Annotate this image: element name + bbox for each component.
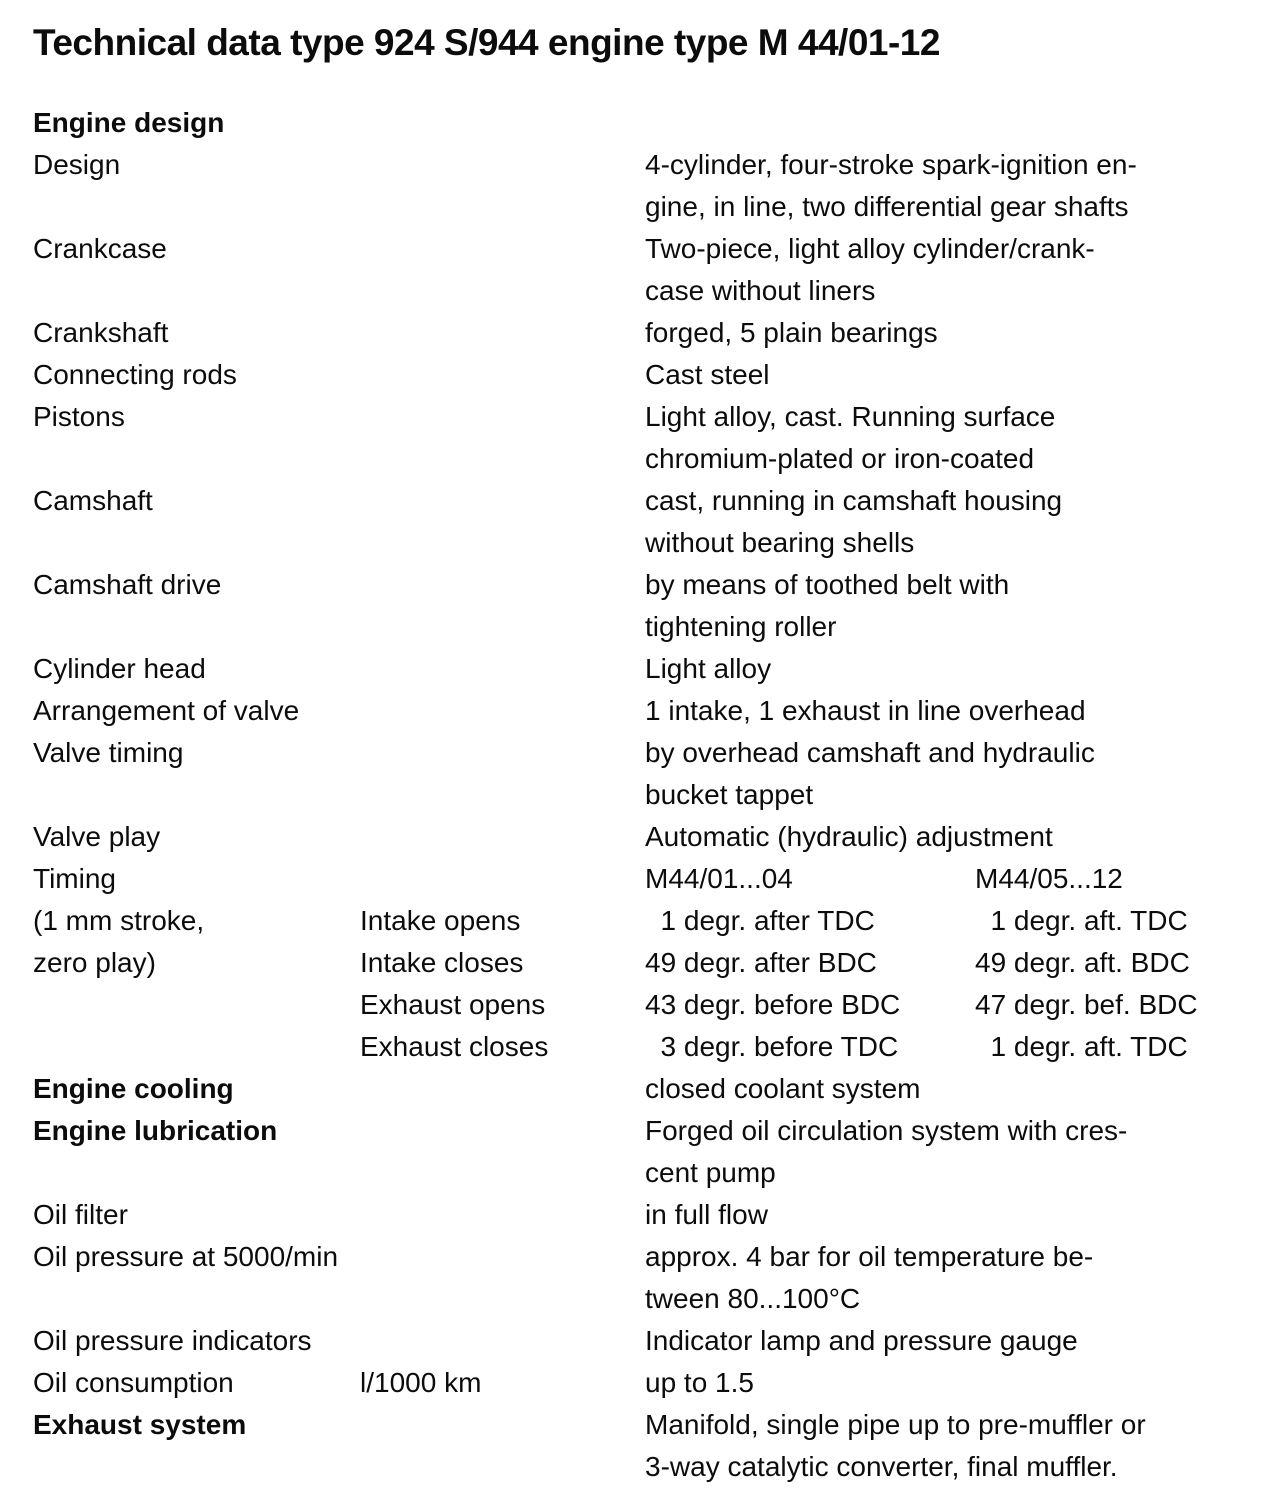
spec-label	[33, 186, 360, 228]
spec-value: 1 degr. after TDC	[645, 905, 875, 936]
spec-sublabel	[360, 144, 645, 186]
spec-label: Valve timing	[33, 737, 184, 768]
spec-value: cent pump	[645, 1157, 776, 1188]
spec-label: Valve play	[33, 821, 161, 852]
spec-value: in full flow	[645, 1199, 768, 1230]
spec-row	[33, 648, 1244, 690]
spec-row	[33, 186, 1244, 228]
spec-row	[33, 102, 1244, 144]
spec-label: Oil pressure at 5000/min	[33, 1241, 339, 1272]
spec-row	[33, 1110, 1244, 1152]
spec-label: Oil pressure indicators	[33, 1325, 312, 1356]
spec-sublabel	[360, 816, 645, 858]
spec-row	[33, 900, 1244, 942]
spec-label: Timing	[33, 863, 116, 894]
spec-row	[33, 1152, 1244, 1194]
spec-value: Light alloy, cast. Running surface	[645, 401, 1056, 432]
spec-row	[33, 270, 1244, 312]
spec-value: chromium-plated or iron-coated	[645, 443, 1035, 474]
spec-label: (1 mm stroke,	[33, 905, 205, 936]
spec-row	[33, 984, 1244, 1026]
spec-value: 4-cylinder, four-stroke spark-ignition en-	[645, 149, 1137, 180]
spec-label: Connecting rods	[33, 359, 237, 390]
spec-label: Oil consumption	[33, 1367, 234, 1398]
spec-value: 49 degr. after BDC	[645, 947, 877, 978]
spec-row	[33, 858, 1244, 900]
spec-row	[33, 354, 1244, 396]
spec-value: M44/01...04	[645, 863, 793, 894]
spec-sublabel	[360, 564, 645, 606]
spec-label: Engine lubrication	[33, 1115, 278, 1146]
spec-label: Camshaft	[33, 485, 153, 516]
spec-value: Automatic (hydraulic) adjustment	[645, 821, 1053, 852]
spec-label: Oil filter	[33, 1199, 128, 1230]
spec-value: cast, running in camshaft housing	[645, 485, 1063, 516]
spec-value: 3 degr. before TDC	[645, 1031, 899, 1062]
spec-value: 3-way catalytic converter, final muffler.	[645, 1451, 1118, 1482]
spec-sublabel	[360, 606, 645, 648]
spec-row	[33, 144, 1244, 186]
spec-value: Manifold, single pipe up to pre-muffler or	[645, 1409, 1146, 1440]
spec-value: closed coolant system	[645, 1073, 921, 1104]
spec-sublabel	[360, 1446, 645, 1488]
spec-label	[33, 522, 360, 564]
spec-table	[33, 102, 1244, 1488]
spec-row	[33, 312, 1244, 354]
spec-row	[33, 480, 1244, 522]
spec-row	[33, 564, 1244, 606]
spec-label: zero play)	[33, 947, 156, 978]
spec-row	[33, 1320, 1244, 1362]
spec-value: tween 80...100°C	[645, 1283, 861, 1314]
spec-label: Engine design	[33, 107, 225, 138]
spec-value: tightening roller	[645, 611, 837, 642]
spec-label	[33, 1278, 360, 1320]
spec-sublabel	[360, 1110, 645, 1152]
page-title: Technical data type 924 S/944 engine type M 44/01-12	[33, 22, 940, 63]
spec-sublabel	[360, 480, 645, 522]
spec-sublabel	[360, 1278, 645, 1320]
spec-row	[33, 1068, 1244, 1110]
spec-sublabel: l/1000 km	[360, 1367, 482, 1398]
spec-value: forged, 5 plain bearings	[645, 317, 938, 348]
spec-sublabel	[360, 228, 645, 270]
spec-sublabel	[360, 1068, 645, 1110]
spec-label	[33, 270, 360, 312]
spec-value: 1 intake, 1 exhaust in line overhead	[645, 695, 1086, 726]
spec-value-secondary: 1 degr. aft. TDC	[975, 905, 1188, 936]
spec-sublabel	[360, 522, 645, 564]
spec-label: Arrangement of valve	[33, 695, 300, 726]
spec-row	[33, 1236, 1244, 1278]
spec-value: gine, in line, two differential gear shafts	[645, 191, 1129, 222]
spec-value-secondary: 1 degr. aft. TDC	[975, 1031, 1188, 1062]
spec-sublabel	[360, 438, 645, 480]
spec-sublabel: Intake opens	[360, 905, 521, 936]
spec-sublabel	[360, 396, 645, 438]
spec-label	[33, 984, 360, 1026]
spec-label	[33, 1446, 360, 1488]
spec-sublabel	[360, 774, 645, 816]
spec-label	[33, 1152, 360, 1194]
spec-label: Exhaust system	[33, 1409, 247, 1440]
spec-sublabel	[360, 102, 645, 144]
spec-sublabel	[360, 1194, 645, 1236]
spec-row	[33, 1026, 1244, 1068]
spec-label	[33, 438, 360, 480]
spec-row	[33, 942, 1244, 984]
spec-row	[33, 606, 1244, 648]
spec-value: case without liners	[645, 275, 876, 306]
spec-sublabel: Intake closes	[360, 947, 524, 978]
spec-row	[33, 396, 1244, 438]
spec-value-secondary: M44/05...12	[975, 863, 1123, 894]
spec-sublabel	[360, 690, 645, 732]
spec-sublabel	[360, 186, 645, 228]
spec-sublabel: Exhaust closes	[360, 1031, 549, 1062]
spec-row	[33, 1446, 1244, 1488]
spec-row	[33, 1194, 1244, 1236]
spec-row	[33, 1362, 1244, 1404]
spec-label	[33, 606, 360, 648]
spec-label: Crankcase	[33, 233, 167, 264]
spec-row	[33, 774, 1244, 816]
spec-row	[33, 1404, 1244, 1446]
spec-value	[645, 102, 1244, 144]
spec-value: without bearing shells	[645, 527, 915, 558]
spec-value: by means of toothed belt with	[645, 569, 1010, 600]
spec-sublabel	[360, 732, 645, 774]
spec-label: Camshaft drive	[33, 569, 222, 600]
spec-sublabel	[360, 1404, 645, 1446]
spec-sublabel	[360, 858, 645, 900]
spec-value-secondary: 49 degr. aft. BDC	[975, 947, 1190, 978]
spec-row	[33, 228, 1244, 270]
spec-value: Cast steel	[645, 359, 770, 390]
spec-value: approx. 4 bar for oil temperature be-	[645, 1241, 1094, 1272]
spec-value: up to 1.5	[645, 1367, 754, 1398]
spec-sublabel	[360, 1236, 645, 1278]
spec-sublabel	[360, 1320, 645, 1362]
spec-sublabel	[360, 354, 645, 396]
spec-row	[33, 690, 1244, 732]
spec-label	[33, 774, 360, 816]
spec-sublabel	[360, 270, 645, 312]
spec-row	[33, 816, 1244, 858]
spec-label: Design	[33, 149, 121, 180]
spec-row	[33, 732, 1244, 774]
spec-value: Indicator lamp and pressure gauge	[645, 1325, 1078, 1356]
spec-row	[33, 1278, 1244, 1320]
spec-sublabel	[360, 312, 645, 354]
spec-value: bucket tappet	[645, 779, 814, 810]
spec-label: Cylinder head	[33, 653, 206, 684]
spec-label	[33, 1026, 360, 1068]
spec-value: Forged oil circulation system with cres-	[645, 1115, 1128, 1146]
spec-label: Engine cooling	[33, 1073, 234, 1104]
spec-sublabel	[360, 648, 645, 690]
spec-sublabel	[360, 1152, 645, 1194]
spec-value-secondary: 47 degr. bef. BDC	[975, 989, 1198, 1020]
spec-value: by overhead camshaft and hydraulic	[645, 737, 1095, 768]
spec-value: Light alloy	[645, 653, 772, 684]
spec-row	[33, 522, 1244, 564]
spec-row	[33, 438, 1244, 480]
spec-value: Two-piece, light alloy cylinder/crank-	[645, 233, 1095, 264]
spec-sublabel: Exhaust opens	[360, 989, 546, 1020]
spec-label: Crankshaft	[33, 317, 169, 348]
spec-value: 43 degr. before BDC	[645, 989, 901, 1020]
spec-label: Pistons	[33, 401, 125, 432]
